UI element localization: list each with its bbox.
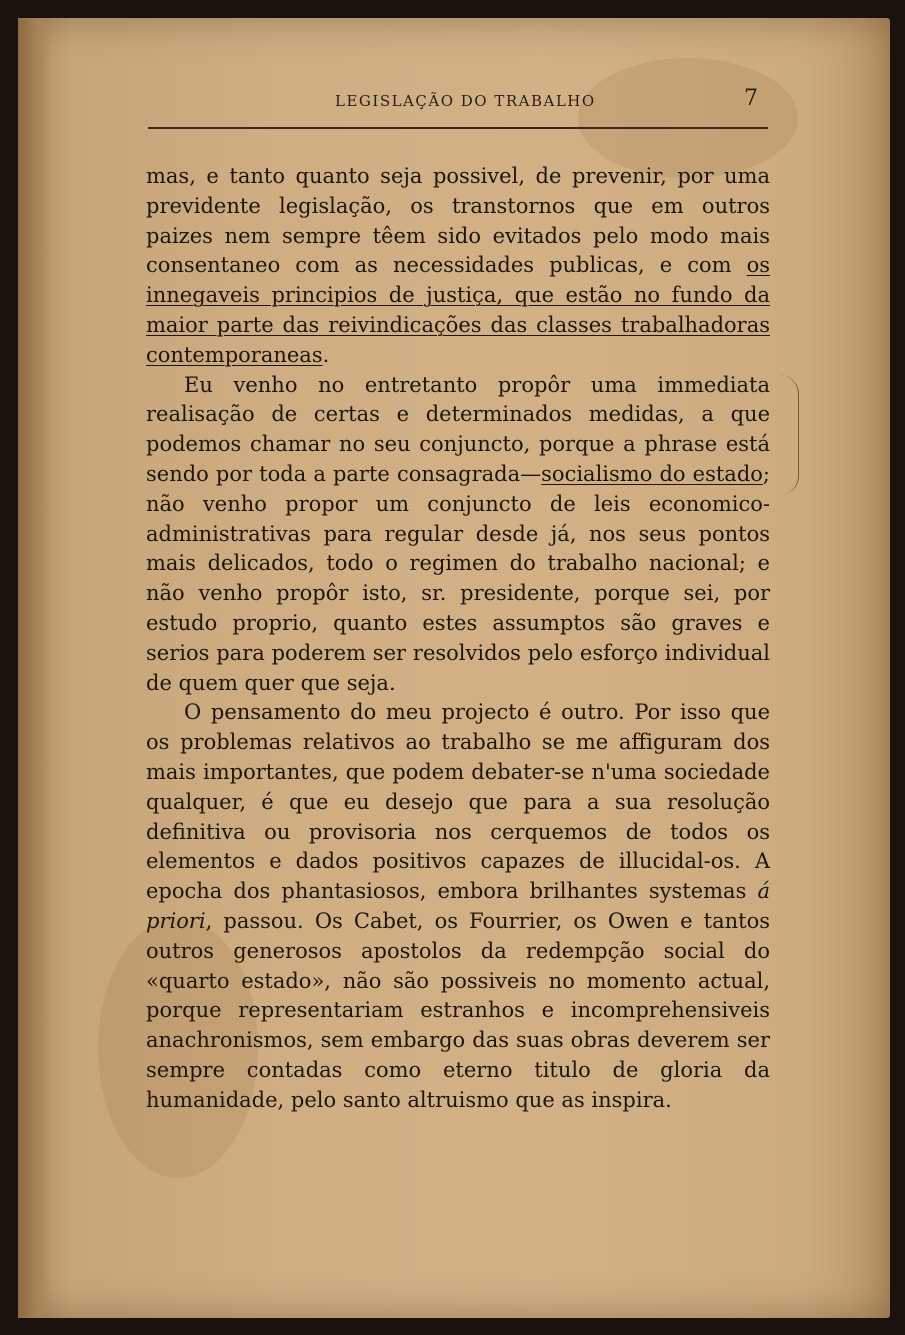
paragraph-2	[146, 371, 770, 699]
paragraph-1-end: .	[322, 342, 330, 367]
paragraph-1	[146, 162, 770, 371]
binding-gutter	[18, 18, 52, 1318]
paragraph-3-text: O pensamento do meu projecto é outro. Por isso que os problemas relativos ao trabalho se me affiguram dos mais importantes, que podem debater-se n'uma sociedade qualquer, é que eu desejo que para a sua resolução definitiva ou provisoria nos cerquemos de todos os elementos e dados positivos capazes de illucidal-os. A epocha dos phantasiosos, embora brilhantes systemas	[146, 700, 770, 904]
paragraph-1-text: mas, e tanto quanto seja possivel, de prevenir, por uma previdente legislação, os transtornos que em outros paizes nem sempre têem sido evitados pelo modo mais consentaneo com as necessidades publicas, e com	[146, 164, 770, 278]
page-header	[130, 88, 758, 114]
paper-stain	[578, 58, 798, 178]
italic-phrase: á priori	[146, 879, 770, 933]
running-head: LEGISLAÇÃO DO TRABALHO	[335, 92, 596, 110]
margin-bracket-mark	[780, 375, 799, 495]
underlined-passage: os innegaveis principios de justiça, que estão no fundo da maior parte das reivindicações das classes trabalhadoras contemporaneas	[146, 253, 770, 367]
underlined-phrase: socialismo do estado	[541, 461, 763, 486]
header-rule	[148, 127, 768, 129]
paragraph-2-rest: ; não venho propor um conjuncto de leis economico-administrativas para regular desde já, nos seus pontos mais delicados, todo o regimen do trabalho nacional; e não venho propôr isto, sr. presidente, porque sei, por estudo proprio, quanto estes assumptos são graves e serios para poderem ser resolvidos pelo esforço individual de quem quer que seja.	[146, 461, 770, 695]
page-number: 7	[744, 86, 758, 111]
body-text	[146, 162, 770, 1116]
paragraph-3	[146, 698, 770, 1115]
paragraph-2-text: Eu venho no entretanto propôr uma immediata realisação de certas e determinados medidas, a que podemos chamar no seu conjuncto, porque a phrase está sendo por toda a parte consagrada—	[146, 372, 770, 486]
paragraph-3-rest: , passou. Os Cabet, os Fourrier, os Owen e tantos outros generosos apostolos da redempção social do «quarto estado», não são possiveis no momento actual, porque representariam estranhos e incomprehensiveis anachronismos, sem embargo das suas obras deverem ser sempre contadas como eterno titulo de gloria da humanidade, pelo santo altruismo que as inspira.	[146, 908, 770, 1112]
